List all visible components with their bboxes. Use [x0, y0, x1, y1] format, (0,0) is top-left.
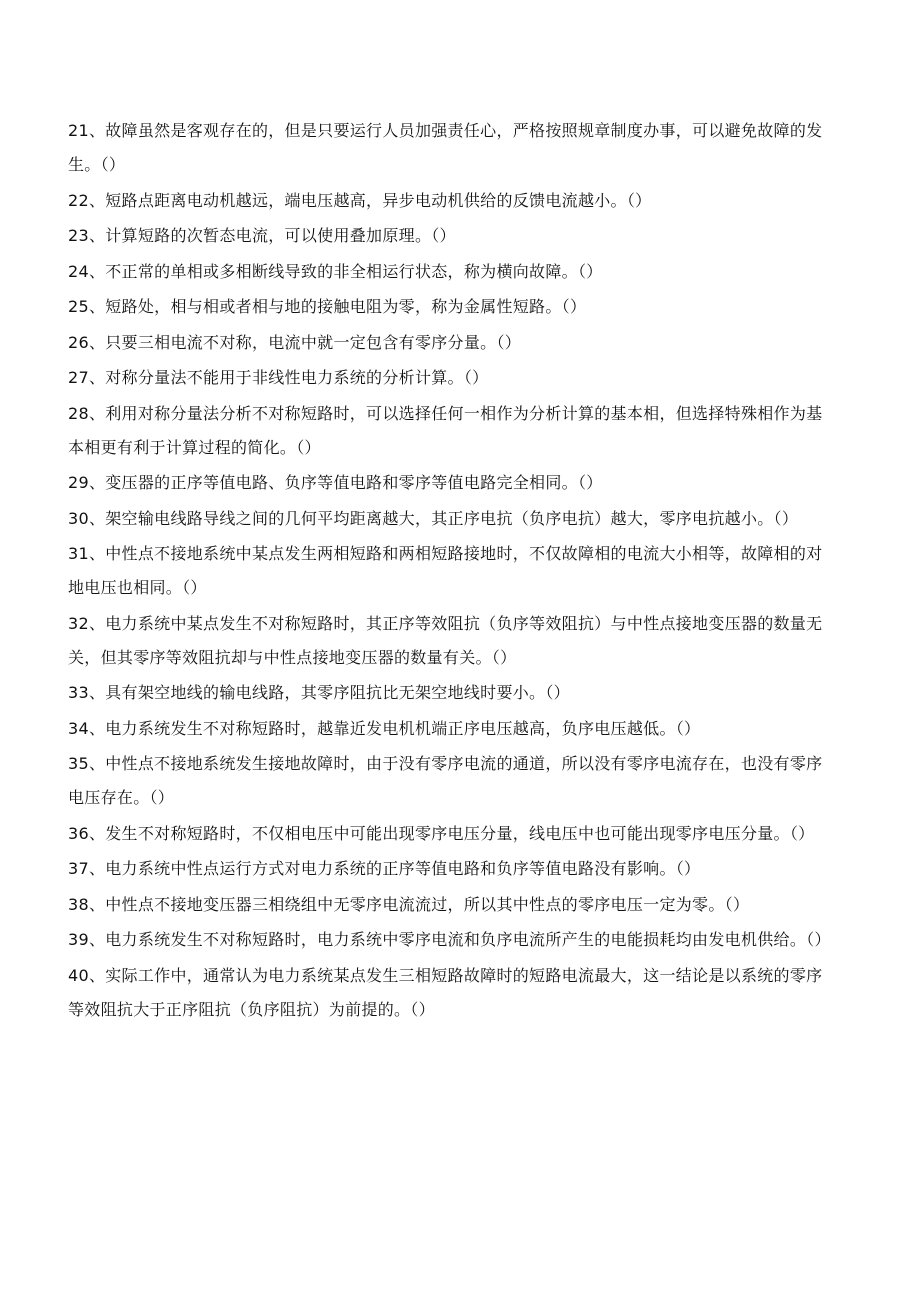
question-28: 28、利用对称分量法分析不对称短路时，可以选择任何一相作为分析计算的基本相，但选择特殊相作为基本相更有利于计算过程的简化。（） [68, 403, 823, 457]
question-39: 39、电力系统发生不对称短路时，电力系统中零序电流和负序电流所产生的电能损耗均由发电机供给。（） [68, 930, 831, 949]
question-25: 25、短路处，相与相或者相与地的接触电阻为零，称为金属性短路。（） [68, 297, 587, 316]
question-24: 24、不正常的单相或多相断线导致的非全相运行状态，称为横向故障。（） [68, 261, 603, 281]
true-false-question-list [68, 114, 838, 1028]
question-34: 34、电力系统发生不对称短路时，越靠近发电机机端正序电压越高，负序电压越低。（） [68, 718, 701, 738]
question-36: 36、发生不对称短路时，不仅相电压中可能出现零序电压分量，线电压中也可能出现零序电压分量。（） [68, 823, 815, 843]
question-31: 31、中性点不接地系统中某点发生两相短路和两相短路接地时，不仅故障相的电流大小相等，故障相的对地电压也相同。（） [68, 544, 823, 597]
question-40: 40、实际工作中，通常认为电力系统某点发生三相短路故障时的短路电流最大，这一结论是以系统的零序等效阻抗大于正序阻抗（负序阻抗）为前提的。（） [68, 965, 823, 1019]
question-32: 32、电力系统中某点发生不对称短路时，其正序等效阻抗（负序等效阻抗）与中性点接地变压器的数量无关，但其零序等效阻抗却与中性点接地变压器的数量有关。（） [68, 613, 823, 667]
question-27: 27、对称分量法不能用于非线性电力系统的分析计算。（） [68, 368, 489, 387]
question-26: 26、只要三相电流不对称，电流中就一定包含有零序分量。（） [68, 332, 522, 352]
question-29: 29、变压器的正序等值电路、负序等值电路和零序等值电路完全相同。（） [68, 473, 603, 492]
question-22: 22、短路点距离电动机越远，端电压越高，异步电动机供给的反馈电流越小。（） [68, 190, 652, 210]
question-38: 38、中性点不接地变压器三相绕组中无零序电流流过，所以其中性点的零序电压一定为零。（） [68, 894, 750, 914]
question-37: 37、电力系统中性点运行方式对电力系统的正序等值电路和负序等值电路没有影响。（） [68, 859, 701, 878]
question-23: 23、计算短路的次暂态电流，可以使用叠加原理。（） [68, 226, 456, 245]
question-30: 30、架空输电线路导线之间的几何平均距离越大，其正序电抗（负序电抗）越大，零序电抗越小。（） [68, 508, 799, 528]
question-35: 35、中性点不接地系统发生接地故障时，由于没有零序电流的通道，所以没有零序电流存在，也没有零序电压存在。（） [68, 754, 823, 807]
question-21: 21、故障虽然是客观存在的，但是只要运行人员加强责任心，严格按照规章制度办事，可以避免故障的发生。（） [68, 121, 823, 174]
question-33: 33、具有架空地线的输电线路，其零序阻抗比无架空地线时要小。（） [68, 683, 570, 702]
